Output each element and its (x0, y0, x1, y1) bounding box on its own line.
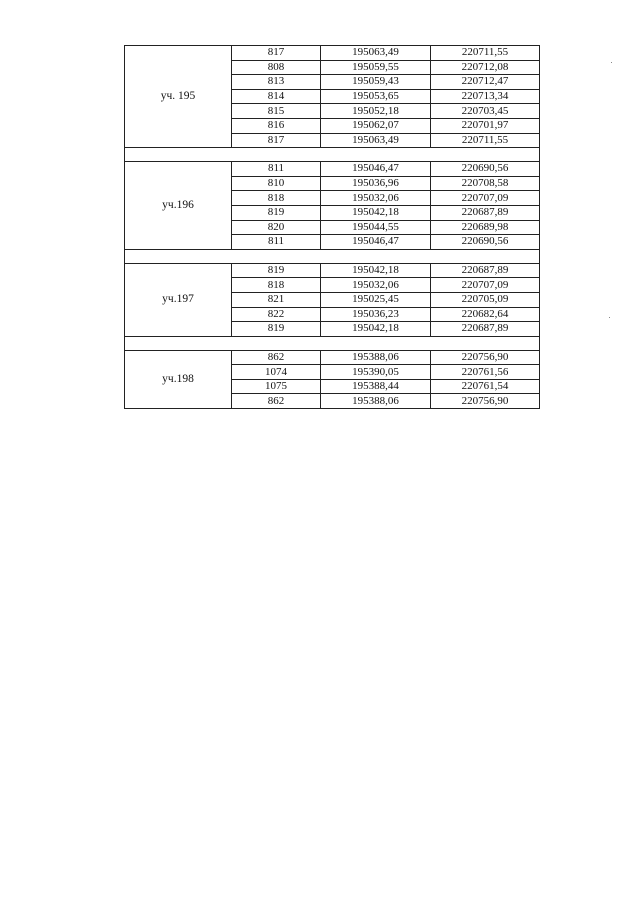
x-coordinate-cell: 195042,18 (321, 205, 431, 220)
y-coordinate-cell: 220690,56 (431, 235, 540, 250)
y-coordinate-cell: 220712,47 (431, 75, 540, 90)
plot-label: уч.197 (125, 263, 232, 336)
separator-row (125, 249, 540, 263)
y-coordinate-cell: 220701,97 (431, 118, 540, 133)
y-coordinate-cell: 220711,55 (431, 133, 540, 148)
y-coordinate-cell: 220711,55 (431, 46, 540, 61)
point-number-cell: 811 (232, 235, 321, 250)
point-number-cell: 818 (232, 191, 321, 206)
y-coordinate-cell: 220687,89 (431, 205, 540, 220)
x-coordinate-cell: 195046,47 (321, 235, 431, 250)
x-coordinate-cell: 195063,49 (321, 133, 431, 148)
separator-row (125, 148, 540, 162)
point-number-cell: 862 (232, 394, 321, 409)
y-coordinate-cell: 220682,64 (431, 307, 540, 322)
point-number-cell: 821 (232, 292, 321, 307)
point-number-cell: 818 (232, 278, 321, 293)
x-coordinate-cell: 195036,96 (321, 176, 431, 191)
y-coordinate-cell: 220756,90 (431, 350, 540, 365)
scan-speck (609, 317, 610, 318)
y-coordinate-cell: 220687,89 (431, 263, 540, 278)
y-coordinate-cell: 220687,89 (431, 322, 540, 337)
x-coordinate-cell: 195390,05 (321, 365, 431, 380)
point-number-cell: 817 (232, 133, 321, 148)
separator-cell (125, 249, 540, 263)
y-coordinate-cell: 220707,09 (431, 278, 540, 293)
y-coordinate-cell: 220761,56 (431, 365, 540, 380)
x-coordinate-cell: 195059,55 (321, 60, 431, 75)
point-number-cell: 819 (232, 322, 321, 337)
separator-cell (125, 148, 540, 162)
x-coordinate-cell: 195059,43 (321, 75, 431, 90)
x-coordinate-cell: 195388,06 (321, 350, 431, 365)
point-number-cell: 813 (232, 75, 321, 90)
y-coordinate-cell: 220707,09 (431, 191, 540, 206)
point-number-cell: 817 (232, 46, 321, 61)
y-coordinate-cell: 220761,54 (431, 379, 540, 394)
x-coordinate-cell: 195388,44 (321, 379, 431, 394)
plot-label: уч.196 (125, 162, 232, 250)
scan-speck (611, 62, 612, 63)
x-coordinate-cell: 195388,06 (321, 394, 431, 409)
y-coordinate-cell: 220703,45 (431, 104, 540, 119)
table-row (125, 46, 540, 61)
table-row (125, 162, 540, 177)
x-coordinate-cell: 195042,18 (321, 263, 431, 278)
coordinates-table-body (125, 46, 540, 409)
point-number-cell: 819 (232, 205, 321, 220)
y-coordinate-cell: 220690,56 (431, 162, 540, 177)
x-coordinate-cell: 195063,49 (321, 46, 431, 61)
x-coordinate-cell: 195032,06 (321, 191, 431, 206)
point-number-cell: 822 (232, 307, 321, 322)
plot-label: уч.198 (125, 350, 232, 408)
separator-row (125, 336, 540, 350)
point-number-cell: 811 (232, 162, 321, 177)
y-coordinate-cell: 220712,08 (431, 60, 540, 75)
point-number-cell: 820 (232, 220, 321, 235)
plot-label: уч. 195 (125, 46, 232, 148)
y-coordinate-cell: 220713,34 (431, 89, 540, 104)
point-number-cell: 1075 (232, 379, 321, 394)
point-number-cell: 815 (232, 104, 321, 119)
point-number-cell: 1074 (232, 365, 321, 380)
coordinates-table (124, 45, 540, 409)
x-coordinate-cell: 195062,07 (321, 118, 431, 133)
x-coordinate-cell: 195052,18 (321, 104, 431, 119)
table-row (125, 350, 540, 365)
point-number-cell: 819 (232, 263, 321, 278)
point-number-cell: 816 (232, 118, 321, 133)
x-coordinate-cell: 195044,55 (321, 220, 431, 235)
x-coordinate-cell: 195046,47 (321, 162, 431, 177)
point-number-cell: 862 (232, 350, 321, 365)
x-coordinate-cell: 195032,06 (321, 278, 431, 293)
point-number-cell: 808 (232, 60, 321, 75)
x-coordinate-cell: 195025,45 (321, 292, 431, 307)
y-coordinate-cell: 220689,98 (431, 220, 540, 235)
y-coordinate-cell: 220708,58 (431, 176, 540, 191)
table-row (125, 263, 540, 278)
point-number-cell: 810 (232, 176, 321, 191)
x-coordinate-cell: 195042,18 (321, 322, 431, 337)
x-coordinate-cell: 195053,65 (321, 89, 431, 104)
separator-cell (125, 336, 540, 350)
x-coordinate-cell: 195036,23 (321, 307, 431, 322)
y-coordinate-cell: 220705,09 (431, 292, 540, 307)
y-coordinate-cell: 220756,90 (431, 394, 540, 409)
point-number-cell: 814 (232, 89, 321, 104)
